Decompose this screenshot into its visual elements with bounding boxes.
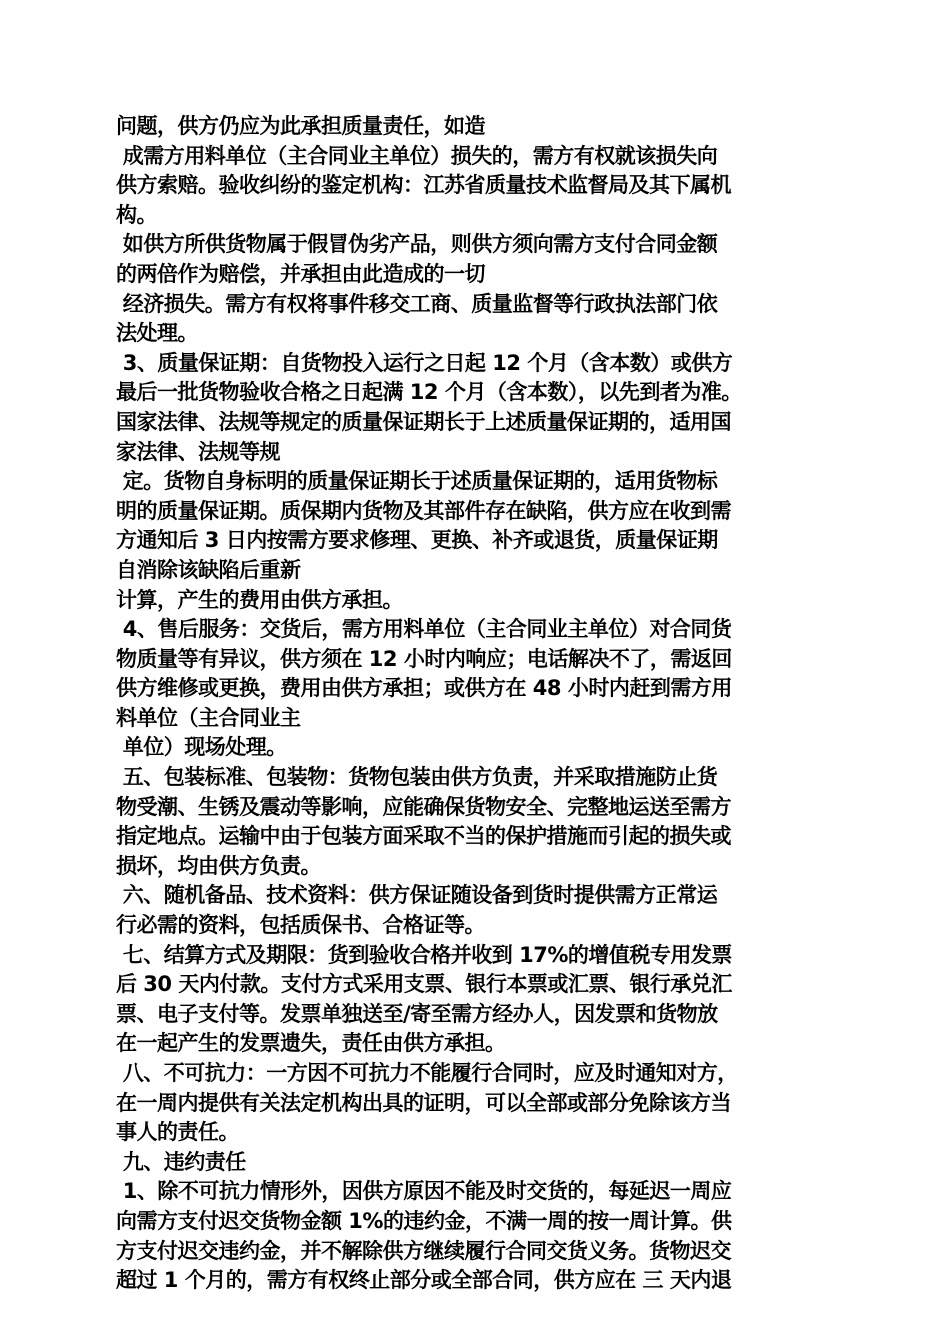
- text-line: 国家法律、法规等规定的质量保证期长于上述质量保证期的，适用国: [116, 409, 731, 434]
- text-line: 七、结算方式及期限：货到验收合格并收到 17%的增值税专用发票: [116, 942, 732, 967]
- text-line: 家法律、法规等规: [116, 439, 280, 464]
- text-line: 计算，产生的费用由供方承担。: [116, 587, 403, 612]
- text-line: 法处理。: [116, 321, 198, 346]
- text-line: 成需方用料单位（主合同业主单位）损失的，需方有权就该损失向: [116, 143, 718, 168]
- text-line: 方支付迟交违约金，并不解除供方继续履行合同交货义务。货物迟交: [116, 1238, 731, 1263]
- text-line: 单位）现场处理。: [116, 735, 287, 760]
- text-line: 最后一批货物验收合格之日起满 12 个月（含本数），以先到者为准。: [116, 380, 742, 405]
- text-line: 事人的责任。: [116, 1120, 239, 1145]
- text-line: 在一起产生的发票遗失，责任由供方承担。: [116, 1031, 506, 1056]
- text-line: 物受潮、生锈及震动等影响，应能确保货物安全、完整地运送至需方: [116, 794, 731, 819]
- text-line: 4、售后服务：交货后，需方用料单位（主合同业主单位）对合同货: [116, 617, 732, 642]
- text-line: 明的质量保证期。质保期内货物及其部件存在缺陷，供方应在收到需: [116, 498, 731, 523]
- text-line: 物质量等有异议，供方须在 12 小时内响应；电话解决不了，需返回: [116, 646, 732, 671]
- text-line: 六、随机备品、技术资料：供方保证随设备到货时提供需方正常运: [116, 883, 718, 908]
- text-line: 供方索赔。验收纠纷的鉴定机构：江苏省质量技术监督局及其下属机: [116, 173, 731, 198]
- text-line: 3、质量保证期：自货物投入运行之日起 12 个月（含本数）或供方: [116, 350, 733, 375]
- text-line: 料单位（主合同业主: [116, 705, 301, 730]
- text-line: 超过 1 个月的，需方有权终止部分或全部合同，供方应在 三 天内退: [116, 1268, 732, 1293]
- text-line: 在一周内提供有关法定机构出具的证明，可以全部或部分免除该方当: [116, 1090, 731, 1115]
- text-line: 向需方支付迟交货物金额 1%的违约金，不满一周的按一周计算。供: [116, 1208, 732, 1233]
- text-line: 五、包装标准、包装物：货物包装由供方负责，并采取措施防止货: [116, 765, 718, 790]
- document-body: [116, 112, 838, 1296]
- text-line: 九、违约责任: [116, 1149, 246, 1174]
- text-line: 供方维修或更换，费用由供方承担；或供方在 48 小时内赶到需方用: [116, 676, 732, 701]
- text-line: 的两倍作为赔偿，并承担由此造成的一切: [116, 261, 485, 286]
- text-line: 问题，供方仍应为此承担质量责任，如造: [116, 114, 485, 138]
- text-line: 票、电子支付等。发票单独送至/寄至需方经办人，因发票和货物放: [116, 1001, 718, 1026]
- text-line: 指定地点。运输中由于包装方面采取不当的保护措施而引起的损失或: [116, 824, 731, 849]
- text-line: 如供方所供货物属于假冒伪劣产品，则供方须向需方支付合同金额: [116, 232, 718, 257]
- text-line: 构。: [116, 202, 157, 227]
- text-line: 行必需的资料，包括质保书、合格证等。: [116, 913, 485, 938]
- text-line: 后 30 天内付款。支付方式采用支票、银行本票或汇票、银行承兑汇: [116, 972, 732, 997]
- text-line: 1、除不可抗力情形外，因供方原因不能及时交货的，每延迟一周应: [116, 1179, 732, 1204]
- text-line: 自消除该缺陷后重新: [116, 557, 301, 582]
- text-line: 八、不可抗力：一方因不可抗力不能履行合同时，应及时通知对方，: [116, 1061, 738, 1085]
- text-line: 方通知后 3 日内按需方要求修理、更换、补齐或退货，质量保证期: [116, 528, 718, 553]
- text-line: 定。货物自身标明的质量保证期长于述质量保证期的，适用货物标: [116, 469, 718, 494]
- text-line: 损坏，均由供方负责。: [116, 853, 321, 878]
- text-line: 经济损失。需方有权将事件移交工商、质量监督等行政执法部门依: [116, 291, 718, 316]
